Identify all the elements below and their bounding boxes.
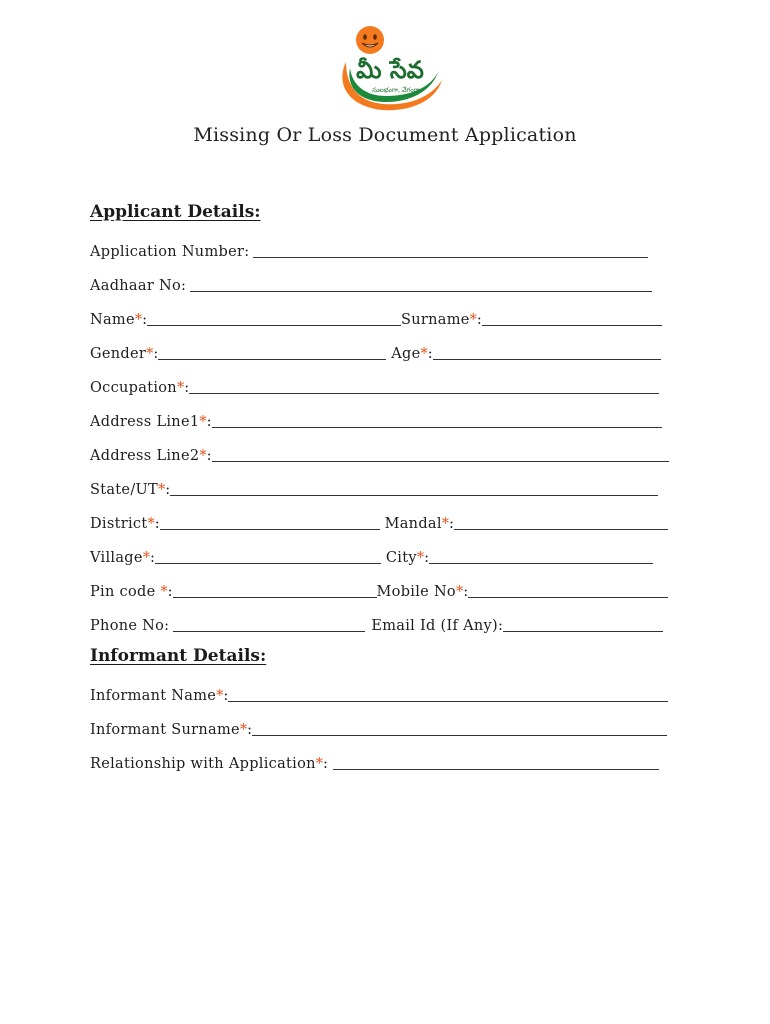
mobile-label: Mobile No xyxy=(376,584,456,600)
relationship-label: Relationship with Application xyxy=(90,756,316,772)
mandal-field[interactable] xyxy=(454,514,668,530)
informant-surname-row: Informant Surname * : xyxy=(90,716,667,738)
informant-surname-field[interactable] xyxy=(252,720,667,736)
required-mark: * xyxy=(216,688,224,704)
required-mark: * xyxy=(158,482,166,498)
village-field[interactable] xyxy=(155,548,381,564)
surname-field[interactable] xyxy=(482,310,662,326)
village-label: Village xyxy=(90,550,143,566)
district-field[interactable] xyxy=(160,514,380,530)
required-mark: * xyxy=(134,312,143,328)
occupation-row: Occupation * : xyxy=(90,374,659,396)
required-mark: * xyxy=(147,516,155,532)
state-label: State/UT xyxy=(90,482,158,498)
address-line2-row: Address Line2 * : xyxy=(90,442,669,464)
surname-label: Surname xyxy=(401,312,470,328)
pincode-mobile-row: Pin code * : Mobile No * : xyxy=(90,578,668,600)
phone-label: Phone No: xyxy=(90,618,170,634)
required-mark: * xyxy=(416,550,425,566)
applicant-details-heading: Applicant Details: xyxy=(90,202,261,222)
address-line1-row: Address Line1 * : xyxy=(90,408,662,430)
pincode-field[interactable] xyxy=(173,582,377,598)
name-label: Name xyxy=(90,312,135,328)
address-line1-label: Address Line1 xyxy=(90,414,200,430)
required-mark: * xyxy=(199,414,207,430)
relationship-row: Relationship with Application * : xyxy=(90,750,659,772)
district-label: District xyxy=(90,516,148,532)
informant-details-heading: Informant Details: xyxy=(90,646,267,666)
pincode-label: Pin code xyxy=(90,584,161,600)
required-mark: * xyxy=(160,584,168,600)
email-field[interactable] xyxy=(503,616,663,632)
name-field[interactable] xyxy=(147,310,401,326)
address-line2-label: Address Line2 xyxy=(90,448,200,464)
state-row: State/UT * : xyxy=(90,476,658,498)
required-mark: * xyxy=(315,756,324,772)
required-mark: * xyxy=(142,550,150,566)
informant-name-field[interactable] xyxy=(228,686,668,702)
required-mark: * xyxy=(455,584,464,600)
required-mark: * xyxy=(199,448,207,464)
age-label: Age xyxy=(391,346,421,362)
required-mark: * xyxy=(441,516,450,532)
city-field[interactable] xyxy=(429,548,653,564)
gender-age-row: Gender * : Age * : xyxy=(90,340,661,362)
gender-label: Gender xyxy=(90,346,147,362)
relationship-field[interactable] xyxy=(333,754,659,770)
required-mark: * xyxy=(239,722,248,738)
phone-field[interactable] xyxy=(173,616,365,632)
aadhaar-row xyxy=(90,272,652,294)
gender-field[interactable] xyxy=(158,344,386,360)
required-mark: * xyxy=(469,312,477,328)
informant-name-label: Informant Name xyxy=(90,688,217,704)
required-mark: * xyxy=(146,346,154,362)
required-mark: * xyxy=(420,346,428,362)
district-mandal-row: District * : Mandal * : xyxy=(90,510,668,532)
informant-name-row: Informant Name * : xyxy=(90,682,668,704)
required-mark: * xyxy=(176,380,185,396)
mandal-label: Mandal xyxy=(384,516,442,532)
document-title: Missing Or Loss Document Application xyxy=(193,124,577,146)
city-label: City xyxy=(385,550,417,566)
phone-email-row xyxy=(90,612,663,634)
application-number-row xyxy=(90,238,648,260)
state-field[interactable] xyxy=(170,480,658,496)
application-number-label: Application Number: xyxy=(90,244,250,260)
smiley-icon xyxy=(356,26,384,54)
occupation-label: Occupation xyxy=(90,380,177,396)
logo-title: మీ సేవ xyxy=(356,56,424,84)
informant-surname-label: Informant Surname xyxy=(90,722,240,738)
occupation-field[interactable] xyxy=(189,378,659,394)
name-surname-row: Name * : Surname * : xyxy=(90,306,662,328)
age-field[interactable] xyxy=(433,344,661,360)
address-line1-field[interactable] xyxy=(212,412,662,428)
aadhaar-label: Aadhaar No: xyxy=(90,278,187,294)
village-city-row: Village * : City * : xyxy=(90,544,653,566)
address-line2-field[interactable] xyxy=(212,446,669,462)
aadhaar-field[interactable] xyxy=(190,276,652,292)
meeseva-logo-graphic xyxy=(332,22,450,116)
application-number-field[interactable] xyxy=(253,242,648,258)
logo-tagline: సులభంగా, వేగంగా xyxy=(372,86,420,94)
meeseva-logo xyxy=(332,22,450,116)
email-label: Email Id (If Any): xyxy=(371,618,504,634)
mobile-field[interactable] xyxy=(468,582,668,598)
